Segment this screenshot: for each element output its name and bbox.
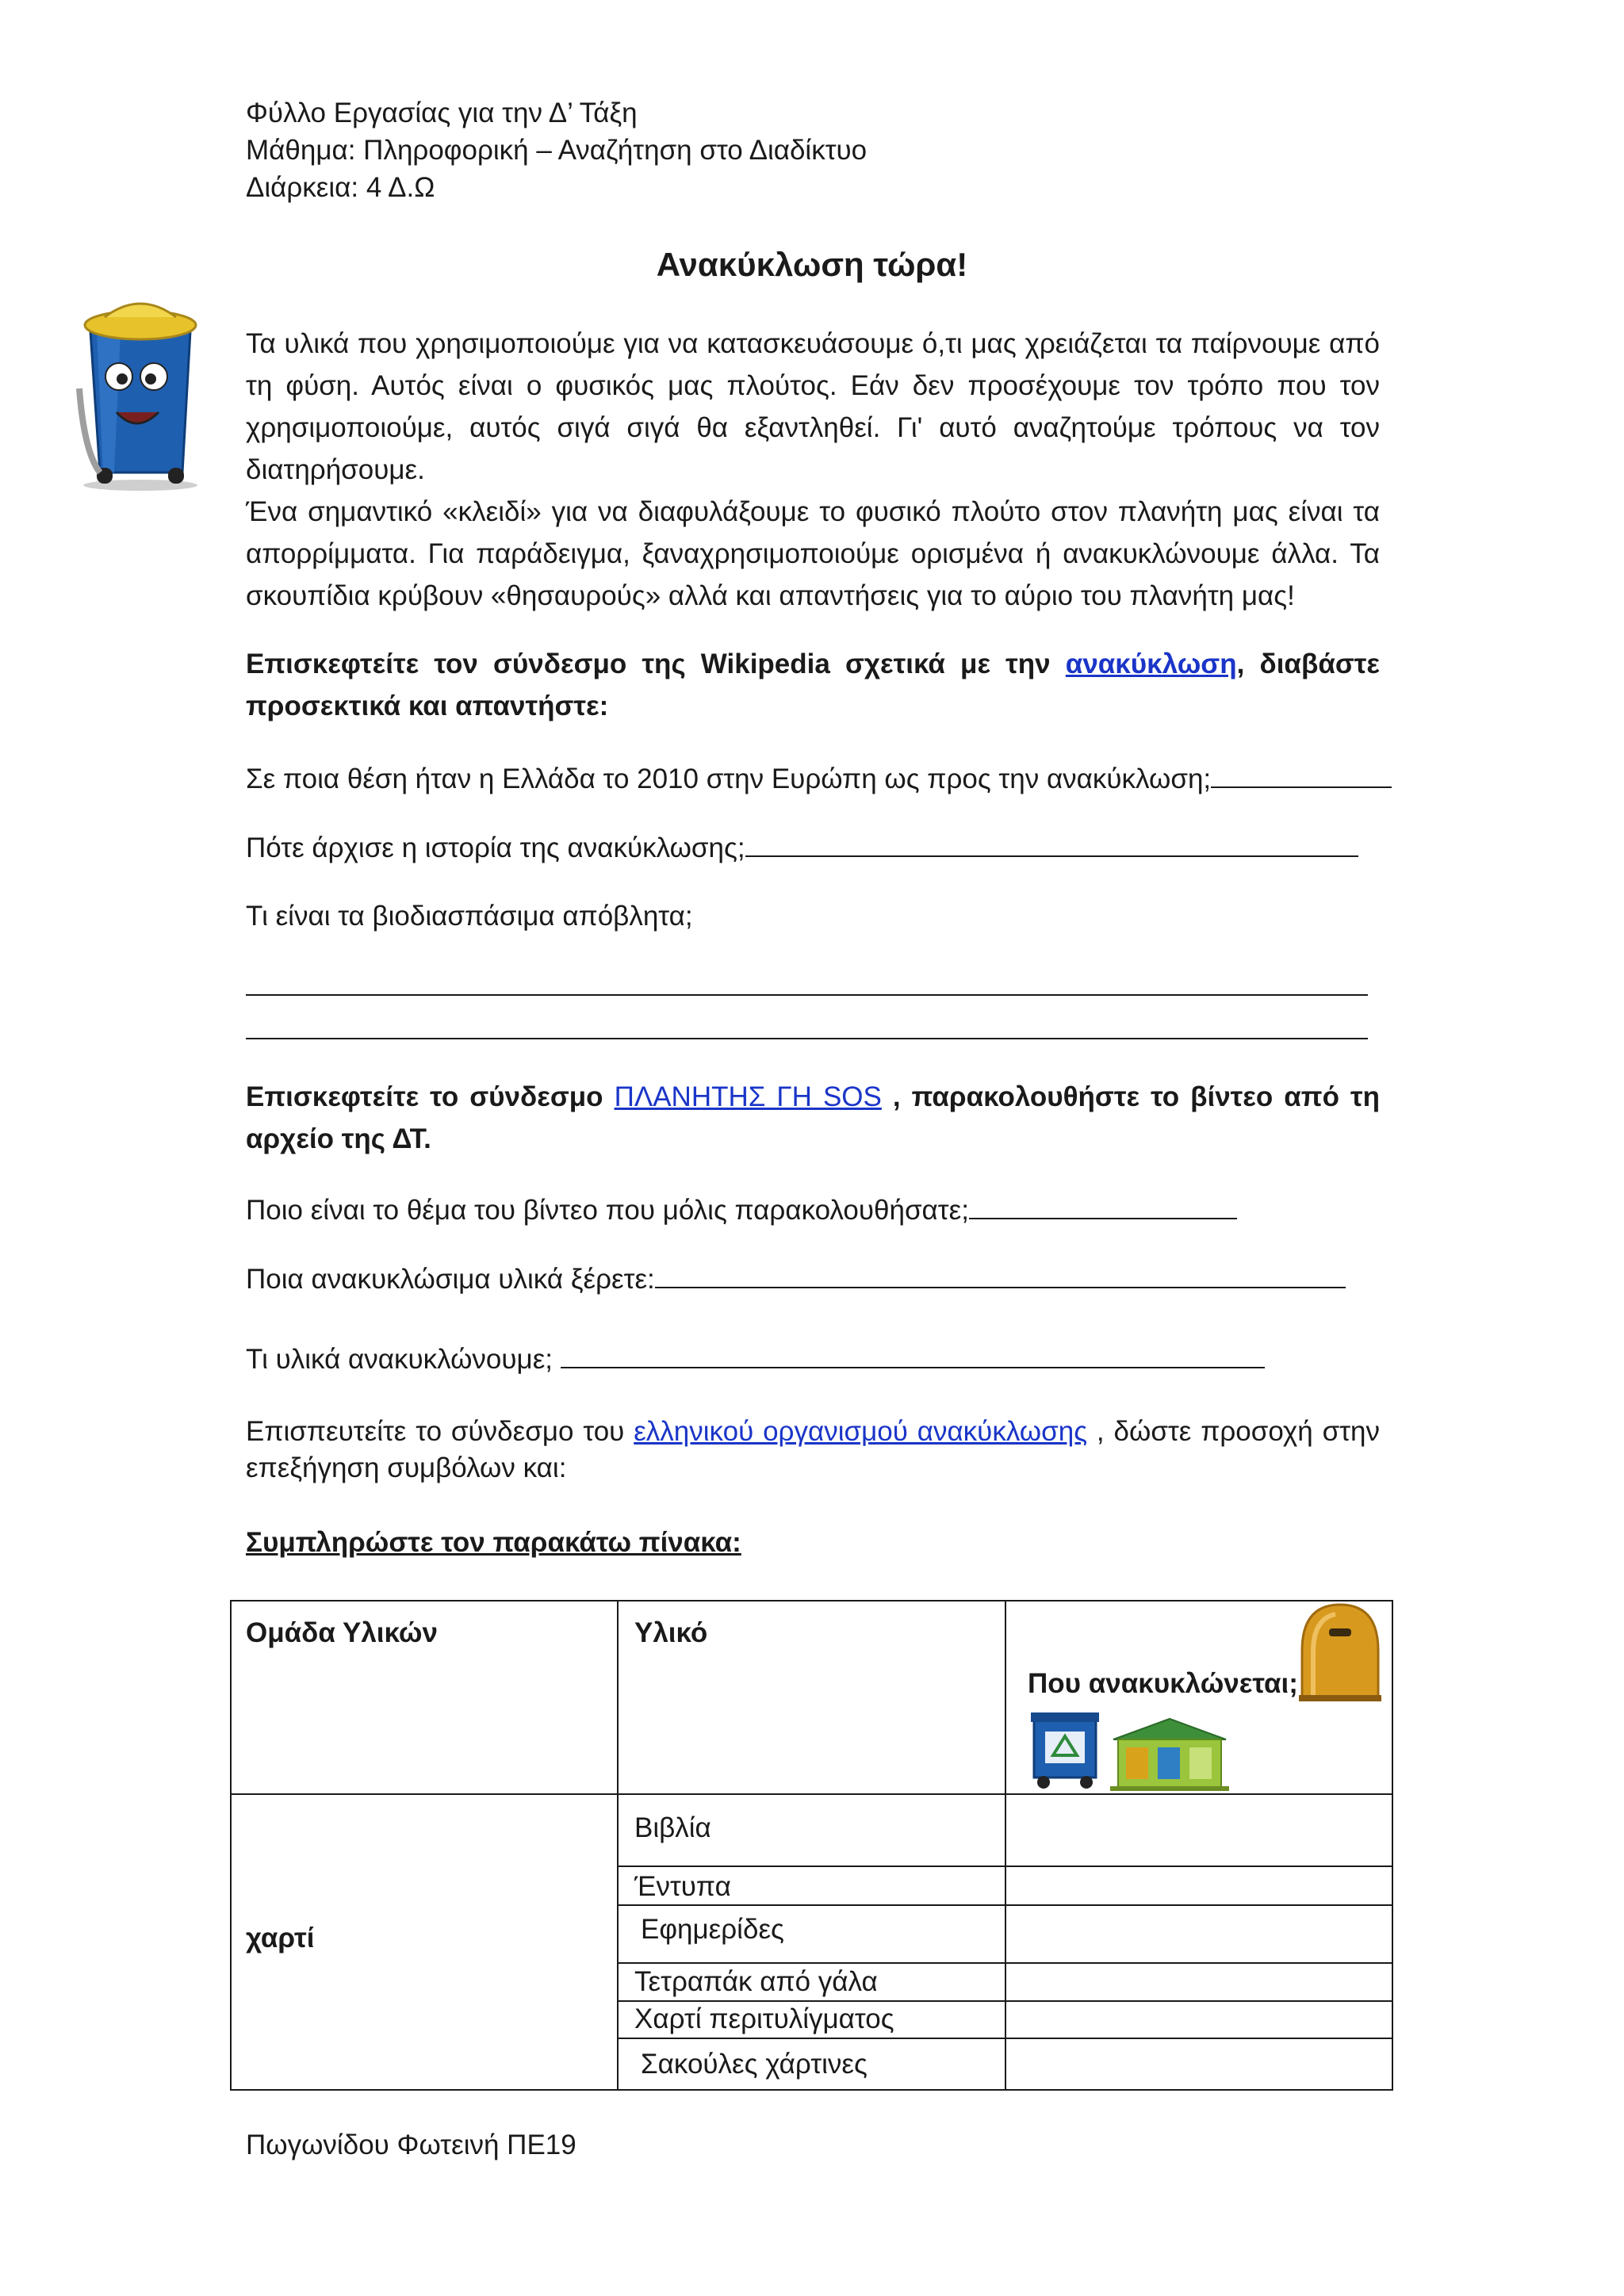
question-text: Σε ποια θέση ήταν η Ελλάδα το 2010 στην Ευρώπη ως προς την ανακύκλωση; [246, 763, 1212, 794]
header-where-recycled: Που ανακυκλώνεται; [1028, 1668, 1298, 1699]
page-title: Ανακύκλωση τώρα! [656, 246, 968, 283]
video-instruction-text-end: , παρακολουθήστε το βίντεο από τη αρχείο της ΔΤ. [246, 1081, 1380, 1154]
igloo-bin-icon [1297, 1601, 1383, 1707]
green-recycling-kiosk-icon [1110, 1716, 1229, 1796]
recycling-table [230, 1600, 1393, 2091]
answer-cell-newspapers[interactable] [1007, 1907, 1391, 1961]
recycle-bin-mascot-icon [73, 293, 208, 496]
material-paper-bags: Σακούλες χάρτινες [641, 2049, 868, 2080]
answer-cell-milk-tetrapak[interactable] [1007, 1965, 1391, 1999]
answer-line[interactable] [246, 1038, 1368, 1039]
question-recycling-history [246, 828, 1358, 867]
answer-blank[interactable] [1211, 760, 1392, 788]
material-wrapping-paper: Χαρτί περιτυλίγματος [634, 2003, 894, 2034]
intro-paragraph-1: Τα υλικά που χρησιμοποιούμε για να κατασκευάσουμε ό,τι μας χρειάζεται τα παίρνουμε από τη φύση. Αυτός είναι ο φυσικός μας πλούτος. Εάν δεν προσέχουμε τον τρόπο που τον χρησιμοποιούμε, αυτός σιγά σιγά θα εξαντληθεί. Γι' αυτό αναζητούμε τρόπους να τον διατηρήσουμε. [246, 328, 1380, 485]
wikipedia-instruction-text: Επισκεφτείτε τον σύνδεσμο της Wikipedia σχετικά με την [246, 649, 1066, 679]
header-subject: Μάθημα: Πληροφορική – Αναζήτηση στο Διαδίκτυο [246, 135, 868, 166]
header-duration: Διάρκεια: 4 Δ.Ω [246, 172, 435, 203]
answer-blank[interactable] [655, 1260, 1346, 1288]
question-text: Τι υλικά ανακυκλώνουμε; [246, 1344, 561, 1375]
question-text: Ποια ανακυκλώσιμα υλικά ξέρετε: [246, 1264, 655, 1295]
answer-blank[interactable] [969, 1191, 1237, 1219]
video-instruction-text: Επισκεφτείτε το σύνδεσμο [246, 1081, 615, 1112]
material-group-paper: χαρτί [246, 1923, 315, 1954]
material-printed-matter: Έντυπα [634, 1871, 731, 1902]
question-materials-recycled [246, 1340, 1265, 1378]
header-material-group: Ομάδα Υλικών [246, 1617, 438, 1648]
question-text: Ποιο είναι το θέμα του βίντεο που μόλις παρακολουθήσατε; [246, 1195, 969, 1226]
organization-instruction-text: Επισπευτείτε το σύνδεσμο του [246, 1416, 634, 1447]
header-worksheet: Φύλλο Εργασίας για την Δ’ Τάξη [246, 98, 638, 128]
answer-blank[interactable] [745, 828, 1358, 857]
answer-cell-wrapping-paper[interactable] [1007, 2003, 1391, 2037]
question-known-materials [246, 1260, 1346, 1298]
table-instructions-heading: Συμπληρώστε τον παρακάτω πίνακα: [246, 1527, 741, 1558]
answer-cell-paper-bags[interactable] [1007, 2040, 1391, 2088]
question-greece-ranking [246, 760, 1392, 798]
wikipedia-instruction-text-end: , διαβάστε προσεκτικά και απαντήστε: [246, 649, 1381, 721]
answer-line[interactable] [246, 994, 1368, 996]
question-text: Πότε άρχισε η ιστορία της ανακύκλωσης; [246, 832, 745, 863]
answer-cell-books[interactable] [1007, 1796, 1391, 1865]
question-video-topic [246, 1191, 1237, 1229]
material-milk-tetrapak: Τετραπάκ από γάλα [634, 1966, 878, 1997]
recycling-wikipedia-link[interactable]: ανακύκλωση [1065, 649, 1237, 679]
video-instruction [246, 1076, 1380, 1160]
header-material: Υλικό [634, 1617, 708, 1648]
answer-cell-printed-matter[interactable] [1007, 1868, 1391, 1904]
author-footer: Πωγωνίδου Φωτεινή ΠΕ19 [246, 2130, 576, 2160]
blue-recycling-bin-icon [1029, 1711, 1101, 1794]
intro-paragraph-2: Ένα σημαντικό «κλειδί» για να διαφυλάξουμε το φυσικό πλούτο στον πλανήτη μας είναι τα απορρίμματα. Για παράδειγμα, ξαναχρησιμοποιούμε ορισμένα ή ανακυκλώνουμε άλλα. Τα σκουπίδια κρύβουν «θησαυρούς» αλλά και απαντήσεις για το αύριο του πλανήτη μας! [246, 496, 1380, 611]
question-biodegradable-waste: Τι είναι τα βιοδιασπάσιμα απόβλητα; [246, 901, 693, 932]
planet-earth-sos-link[interactable]: ΠΛΑΝΗΤΗΣ ΓΗ SOS [614, 1081, 882, 1112]
greek-recycling-organization-link[interactable]: ελληνικού οργανισμού ανακύκλωσης [634, 1416, 1088, 1447]
material-newspapers: Εφημερίδες [641, 1914, 784, 1945]
answer-blank[interactable] [561, 1340, 1265, 1368]
organization-instruction-text-end: , δώστε προσοχή στην επεξήγηση συμβόλων και: [246, 1416, 1380, 1483]
wikipedia-instruction [246, 643, 1380, 727]
material-books: Βιβλία [634, 1812, 711, 1843]
organization-instruction [246, 1414, 1380, 1487]
